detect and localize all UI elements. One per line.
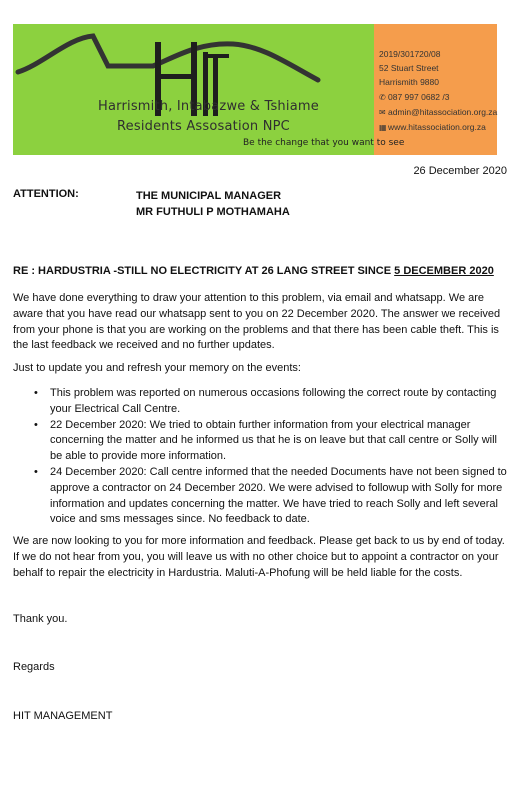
list-item-text: This problem was reported on numerous occasions following the correct route by contacting your Electrical Call Centre. (50, 387, 497, 415)
association-name-line2: Residents Assosation NPC (117, 119, 290, 134)
list-item (13, 418, 510, 465)
subject-date: 5 DECEMBER 2020 (394, 265, 494, 277)
phone-line (379, 90, 497, 105)
bullet-icon: • (34, 387, 38, 399)
body-paragraph-3: We are now looking to you for more information and feedback. Please get back to us by end of today. If we do not hear from you, you will leave us with no other choice but to appoint a contractor on your behalf to repair the electricity in Hardustria. Maluti-A-Phofung will be held liable for the costs. (13, 535, 505, 579)
list-item (13, 465, 510, 528)
thank-you-line: Thank you. (13, 613, 68, 625)
contact-block (379, 47, 497, 135)
website-url[interactable]: www.hitassociation.org.za (388, 122, 486, 133)
subject-line (13, 265, 494, 277)
recipient-name: MR FUTHULI P MOTHAMAHA (136, 206, 290, 218)
email-line (379, 105, 497, 120)
list-item-text: 22 December 2020: We tried to obtain further information from your electrical manager concerning the matter and he informed us that he is on leave but that call centre or Solly will be able to provide more information. (50, 418, 497, 463)
hit-logo (13, 24, 374, 155)
association-slogan: Be the change that you want to see (243, 138, 405, 148)
email-address[interactable]: admin@hitassociation.org.za (388, 106, 498, 117)
letter-date: 26 December 2020 (413, 165, 507, 177)
subject-text: RE : HARDUSTRIA -STILL NO ELECTRICITY AT 26 LANG STREET SINCE (13, 265, 395, 277)
phone-icon: ✆ (379, 92, 386, 102)
bullet-icon: • (34, 465, 38, 478)
signature-line: HIT MANAGEMENT (13, 710, 113, 722)
association-name-line1: Harrismith, Intabazwe & Tshiame (98, 99, 319, 114)
attention-recipient (136, 188, 290, 220)
website-line (379, 120, 497, 135)
mountain-outline (18, 36, 318, 80)
web-icon: ▦ (379, 123, 387, 133)
town-address: Harrismith 9880 (379, 77, 439, 88)
email-icon: ✉ (379, 107, 386, 117)
list-item-text: 24 December 2020: Call centre informed that the needed Documents have not been signed to approve a contractor on 24 December 2020. We were advised to followup with Solly for more information and updates concerning the matter. We have tried to reach Solly and left several voice and sms messages since. No feedback to date. (50, 465, 507, 526)
regards-line: Regards (13, 661, 55, 673)
list-item (13, 386, 510, 418)
body-paragraph-2: Just to update you and refresh your memory on the events: (13, 362, 301, 374)
registration-number: 2019/301720/08 (379, 49, 441, 59)
events-list (13, 386, 510, 528)
recipient-title: THE MUNICIPAL MANAGER (136, 190, 282, 202)
body-paragraph-1: We have done everything to draw your attention to this problem, via email and whatsapp. We are aware that you have read our whatsapp sent to you on 22 December 2020. The answer we received from your phone is that you are working on the problems and that there has been cable theft. This is the last feedback we received and no further updates. (13, 292, 501, 352)
street-address: 52 Stuart Street (379, 63, 439, 74)
attention-label: ATTENTION: (13, 188, 79, 200)
bullet-icon: • (34, 418, 38, 431)
phone-number: 087 997 0682 /3 (388, 91, 450, 102)
